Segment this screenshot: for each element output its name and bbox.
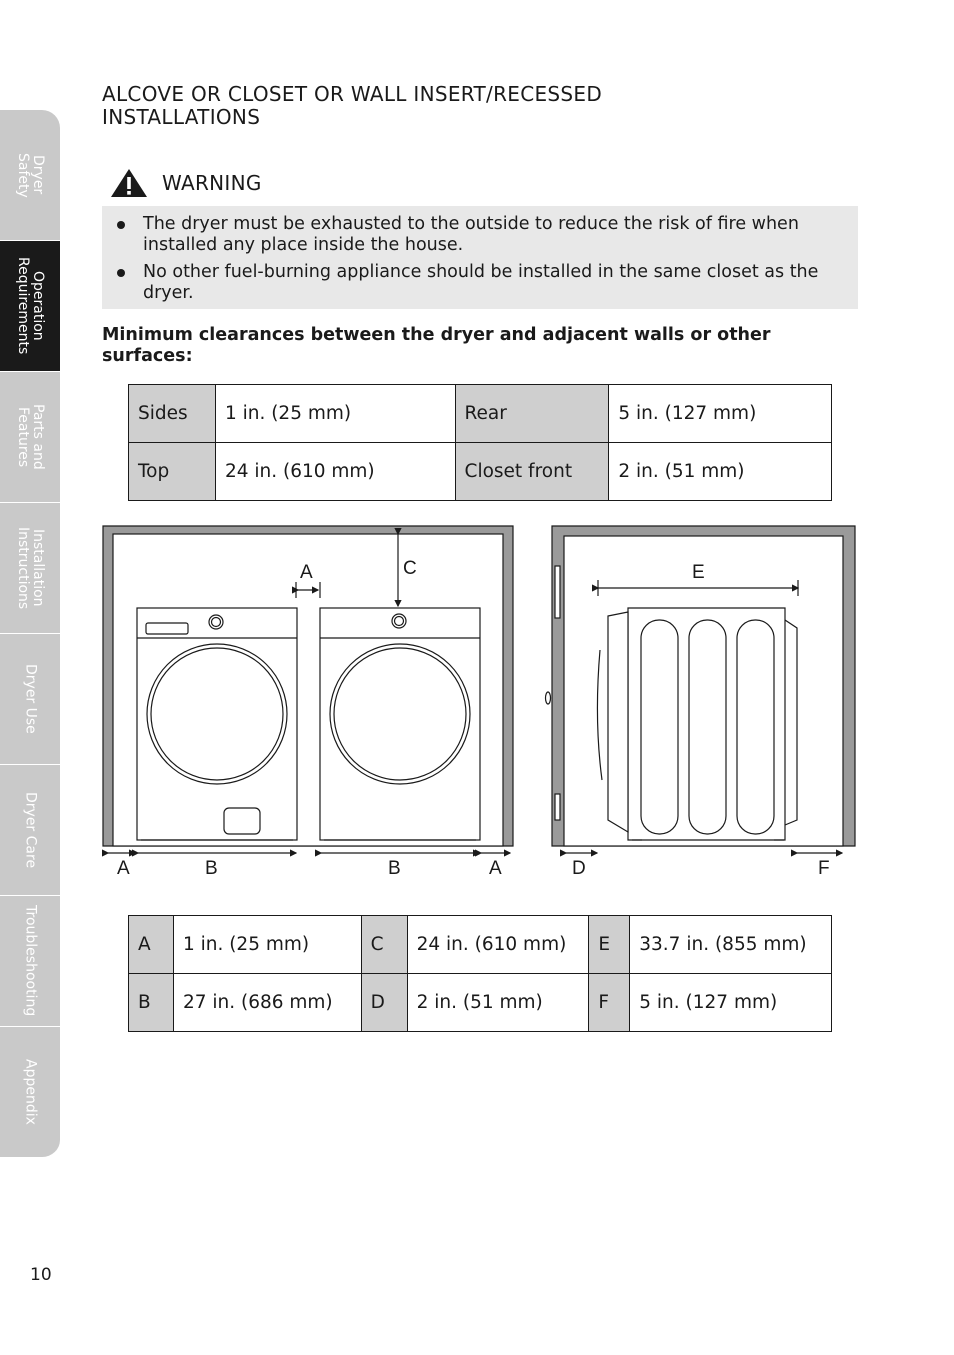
table-cell-label: A — [129, 916, 174, 974]
table-cell-value: 2 in. (51 mm) — [609, 443, 832, 501]
dimensions-table — [128, 915, 832, 1032]
table-cell-label: B — [129, 974, 174, 1032]
table-cell-value: 5 in. (127 mm) — [609, 385, 832, 443]
table-cell-value: 33.7 in. (855 mm) — [630, 916, 832, 974]
label-a-right: A — [489, 858, 502, 879]
table-cell-label: F — [589, 974, 630, 1032]
tab-parts-and-features[interactable] — [0, 372, 60, 503]
warning-item: No other fuel-burning appliance should be installed in the same closet as the dryer. — [112, 262, 844, 304]
table-cell-label: Sides — [129, 385, 216, 443]
tab-label: Dryer Care — [22, 791, 39, 869]
table-cell-label: E — [589, 916, 630, 974]
table-cell-label: Rear — [455, 385, 609, 443]
clearances-heading: Minimum clearances between the dryer and adjacent walls or other surfaces: — [102, 325, 771, 366]
label-b-left: B — [205, 858, 218, 879]
table-cell-value: 1 in. (25 mm) — [173, 916, 361, 974]
tab-dryer-care[interactable] — [0, 765, 60, 896]
table-cell-value: 5 in. (127 mm) — [630, 974, 832, 1032]
table-cell-label: D — [361, 974, 407, 1032]
tab-label: Installation Instructions — [15, 526, 46, 610]
installation-diagram — [100, 520, 860, 890]
label-c-top: C — [403, 558, 417, 579]
label-e-top: E — [692, 562, 705, 583]
table-cell-value: 27 in. (686 mm) — [173, 974, 361, 1032]
label-f-bottom: F — [818, 858, 830, 879]
label-d-bottom: D — [572, 858, 586, 879]
warning-label: WARNING — [162, 171, 262, 195]
page-title: ALCOVE OR CLOSET OR WALL INSERT/RECESSED INSTALLATIONS — [102, 82, 603, 129]
table-cell-value: 24 in. (610 mm) — [215, 443, 455, 501]
warning-list — [112, 214, 844, 304]
tab-operation-requirements[interactable] — [0, 241, 60, 372]
tab-label: Operation Requirements — [15, 257, 46, 355]
warning-box — [102, 206, 858, 309]
warning-header — [110, 168, 262, 198]
table-row — [129, 974, 832, 1032]
table-row — [129, 443, 832, 501]
tab-dryer-safety[interactable] — [0, 110, 60, 241]
tab-label: Troubleshooting — [22, 905, 39, 1017]
tab-label: Appendix — [22, 1059, 39, 1125]
warning-item: The dryer must be exhausted to the outside to reduce the risk of fire when installed any place inside the house. — [112, 214, 844, 256]
installation-diagram-svg — [100, 520, 860, 890]
tab-appendix[interactable] — [0, 1027, 60, 1158]
table-cell-value: 2 in. (51 mm) — [407, 974, 589, 1032]
label-a-top: A — [300, 562, 313, 583]
tab-label: Dryer Use — [22, 664, 39, 734]
tab-installation-instructions[interactable] — [0, 503, 60, 634]
warning-triangle-icon — [110, 168, 148, 198]
table-cell-label: Top — [129, 443, 216, 501]
table-row — [129, 385, 832, 443]
clearances-table — [128, 384, 832, 501]
table-cell-value: 24 in. (610 mm) — [407, 916, 589, 974]
table-cell-label: Closet front — [455, 443, 609, 501]
tab-label: Dryer Safety — [15, 152, 46, 198]
tab-dryer-use[interactable] — [0, 634, 60, 765]
table-row — [129, 916, 832, 974]
table-cell-label: C — [361, 916, 407, 974]
tab-label: Parts and Features — [15, 404, 46, 470]
table-cell-value: 1 in. (25 mm) — [215, 385, 455, 443]
label-a-left: A — [117, 858, 130, 879]
page-number: 10 — [30, 1265, 52, 1285]
label-b-right: B — [388, 858, 401, 879]
tab-troubleshooting[interactable] — [0, 896, 60, 1027]
